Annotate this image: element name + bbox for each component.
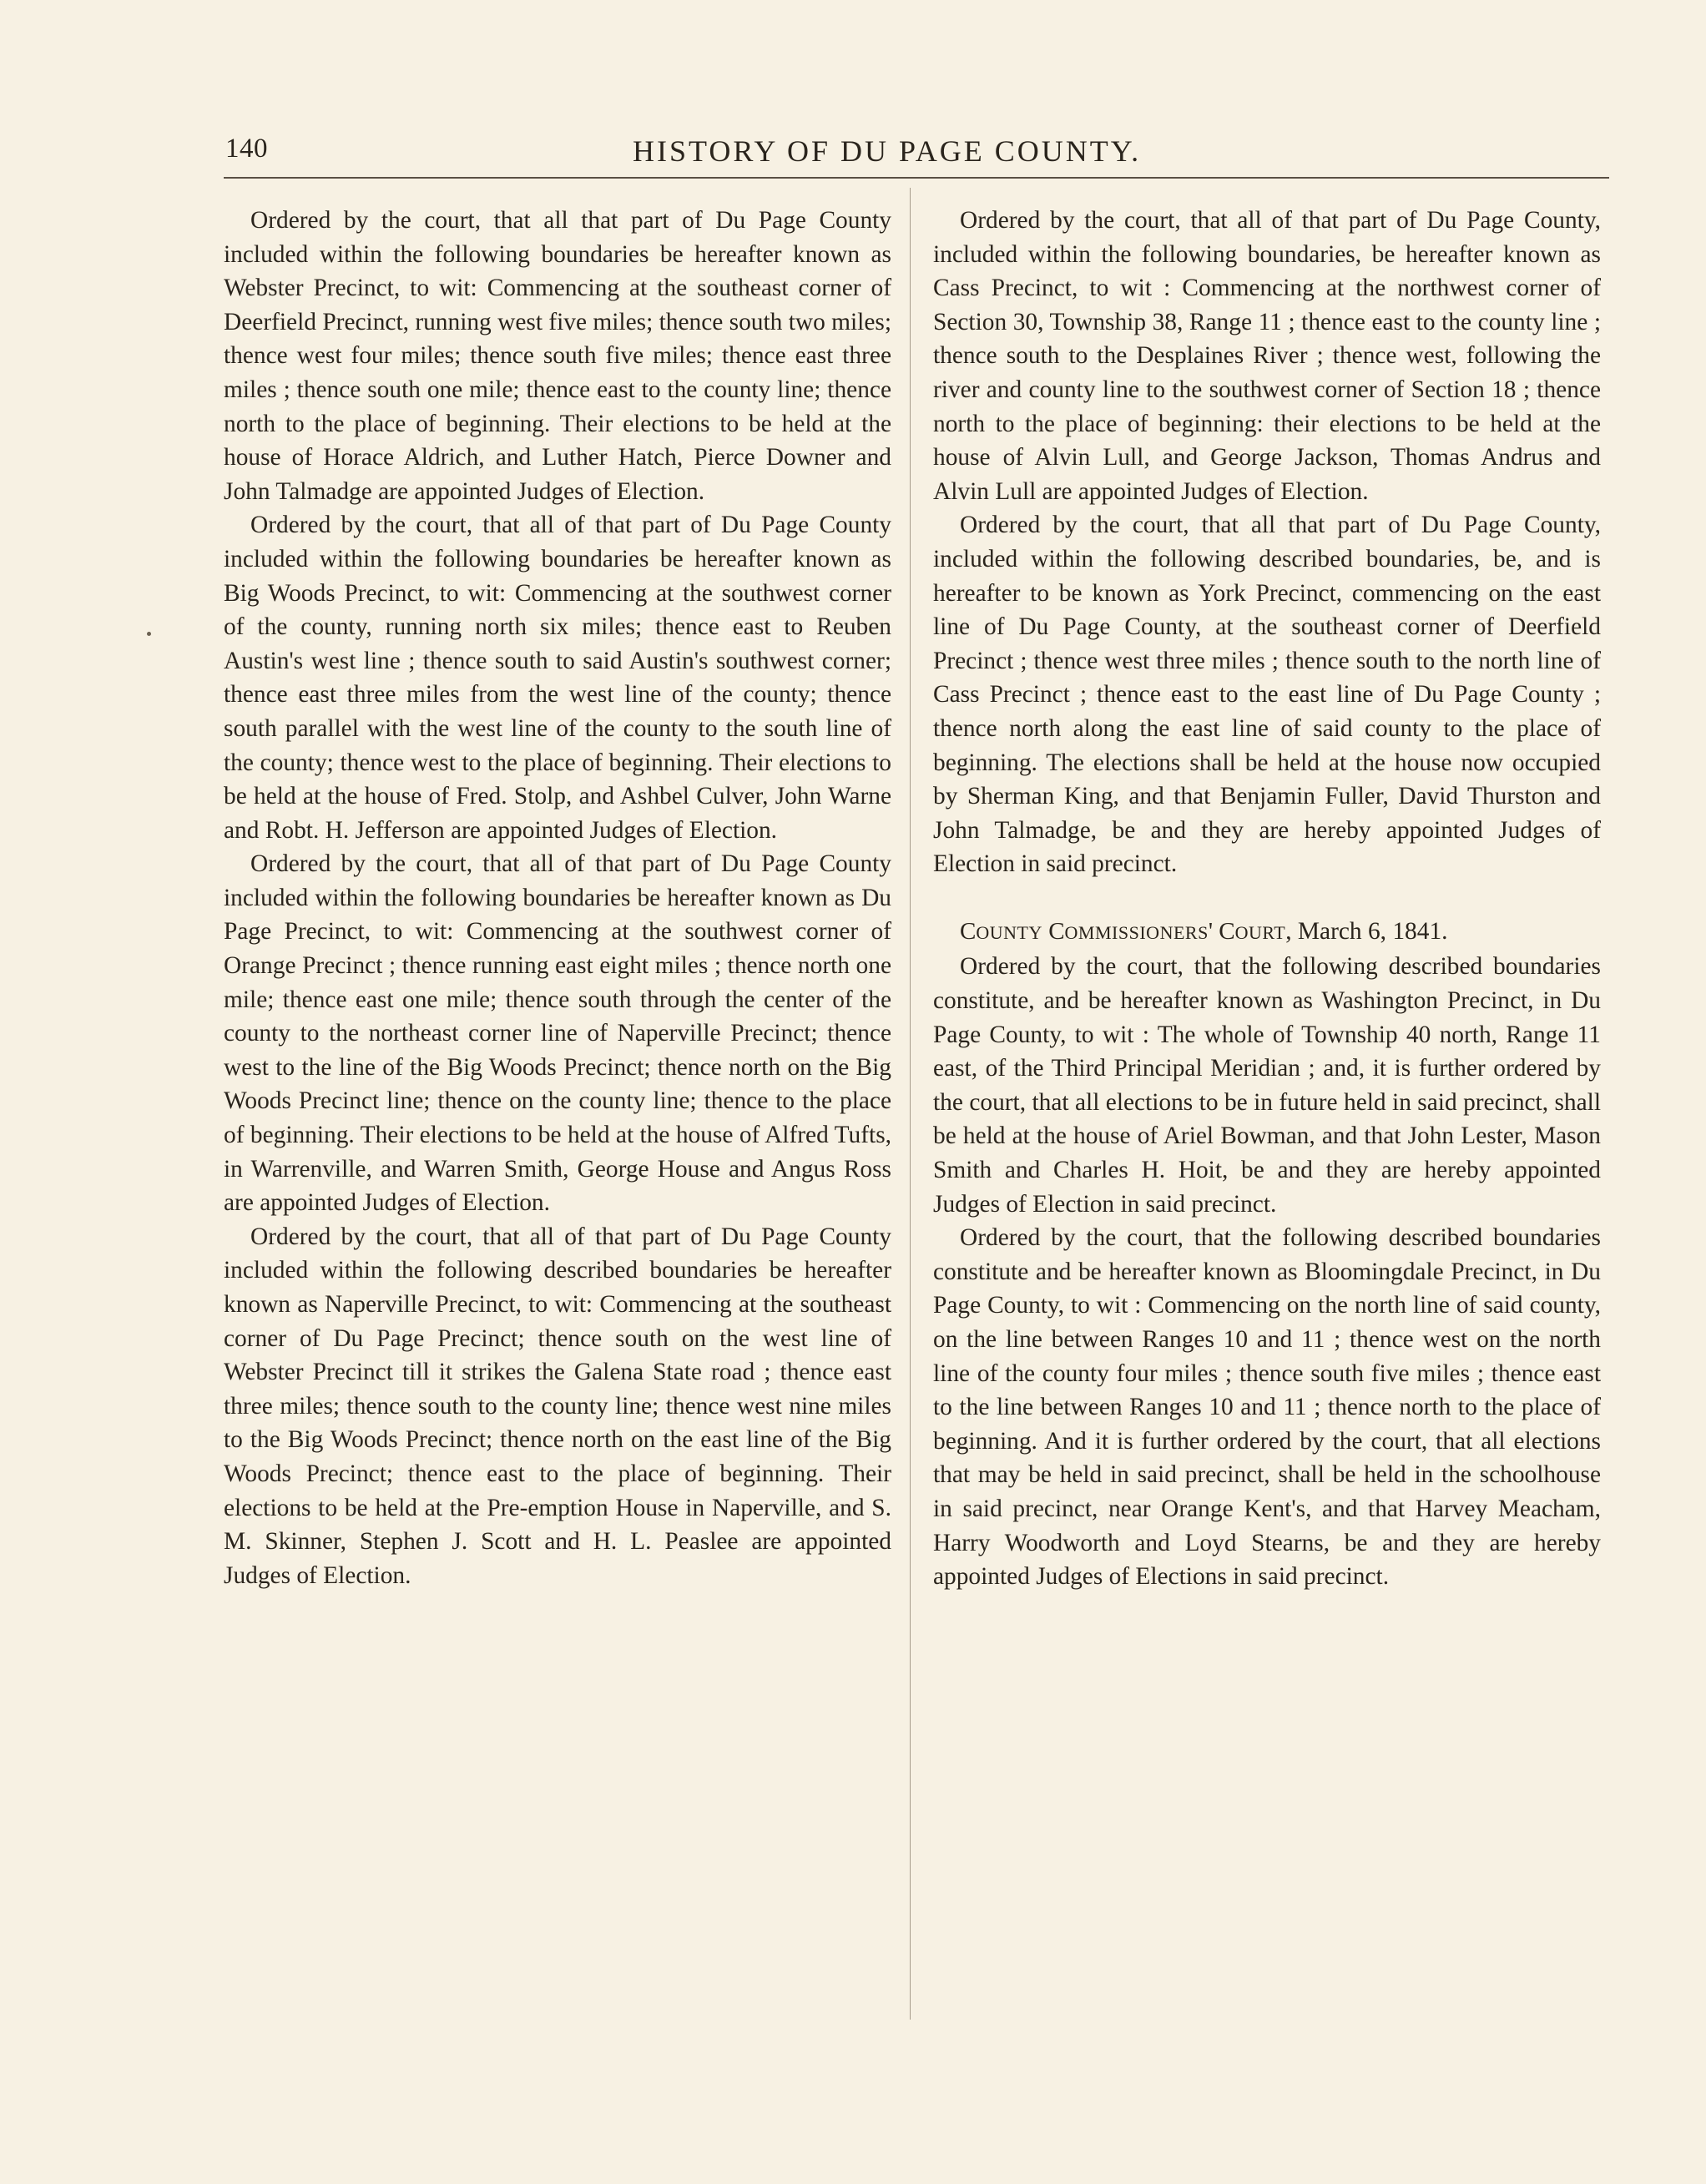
page-number: 140 [225, 134, 268, 164]
header-rule [224, 177, 1609, 179]
paragraph-york-precinct: Ordered by the court, that all that part of Du Page County, included within the following described boundaries, be, and is hereafter to be known as York Precinct, commencing on the east line of Du Page County, at the southeast corner of Deerfield Precinct ; thence west three miles ; thence south to the north line of Cass Precinct ; thence east to the east line of Du Page County ; thence north along the east line of said county to the place of beginning. The elections shall be held at the house now occupied by Sherman King, and that Benjamin Fuller, David Thurston and John Talmadge, be and they are hereby appointed Judges of Election in said precinct. [933, 512, 1601, 878]
ink-speck [147, 632, 151, 636]
paragraph-washington-precinct: Ordered by the court, that the following described boundaries constitute, and be hereafter known as Washington Precinct, in Du Page County, to wit : The whole of Township 40 north, Range 11 east, of the Third Principal Meridian ; and, it is further ordered by the court, that all elections to be in future held in said precinct, shall be held at the house of Ariel Bowman, and that John Lester, Mason Smith and Charles H. Hoit, be and they are hereby appointed Judges of Election in said precinct. [933, 953, 1601, 1218]
paragraph-big-woods-precinct: Ordered by the court, that all of that part of Du Page County included within the following boundaries be hereafter known as Big Woods Precinct, to wit: Commencing at the southwest corner of the county, running north six miles; thence east to Reuben Austin's west line ; thence south to said Austin's southwest corner; thence east three miles from the west line of the county; thence south parallel with the west line of the county to the south line of the county; thence west to the place of beginning. Their elections to be held at the house of Fred. Stolp, and Ashbel Culver, John Warne and Robt. H. Jefferson are appointed Judges of Election. [224, 512, 891, 844]
paragraph-cass-precinct: Ordered by the court, that all of that part of Du Page County, included within the following boundaries, be hereafter known as Cass Precinct, to wit : Commencing at the northwest corner of Section 30, Township 38, Range 11 ; thence east to the county line ; thence south to the Desplaines River ; thence west, following the river and county line to the southwest corner of Section 18 ; thence north to the place of beginning: their elections to be held at the house of Alvin Lull, and George Jackson, Thomas Andrus and Alvin Lull are appointed Judges of Election. [933, 207, 1601, 505]
column-divider [910, 188, 911, 2020]
paragraph-bloomingdale-precinct: Ordered by the court, that the following described boundaries constitute and be hereafter known as Bloomingdale Precinct, in Du Page County, to wit : Commencing on the north line of said county, on the line between Ranges 10 and 11 ; thence west on the north line of the county four miles ; thence south five miles ; thence east to the line between Ranges 10 and 11 ; thence north to the place of beginning. And it is further ordered by the court, that all elections that may be held in said precinct, shall be held in the schoolhouse in said precinct, near Orange Kent's, and that Harvey Meacham, Harry Woodworth and Loyd Stearns, be and they are hereby appointed Judges of Elections in said precinct. [933, 1224, 1601, 1591]
section-heading: COUNTY COMMISSIONERS' COURT, March 6, 1841. [960, 917, 1448, 945]
paragraph-naperville-precinct: Ordered by the court, that all of that part of Du Page County included within the following described boundaries be hereafter known as Naperville Precinct, to wit: Commencing at the southeast corner of Du Page Precinct; thence south on the west line of Webster Precinct till it strikes the Galena State road ; thence east three miles; thence south to the county line; thence west nine miles to the Big Woods Precinct; thence north on the east line of the Big Woods Precinct; thence east to the place of beginning. Their elections to be held at the Pre-emption House in Naperville, and S. M. Skinner, Stephen J. Scott and H. L. Peaslee are appointed Judges of Election. [224, 1223, 891, 1589]
paragraph-webster-precinct: Ordered by the court, that all that part of Du Page County included within the following boundaries be hereafter known as Webster Precinct, to wit: Commencing at the southeast corner of Deerfield Precinct, running west five miles; thence south two miles; thence west four miles; thence south five miles; thence east three miles ; thence south one mile; thence east to the county line; thence north to the place of beginning. Their elections to be held at the house of Horace Aldrich, and Luther Hatch, Pierce Downer and John Talmadge are appointed Judges of Election. [224, 207, 891, 505]
left-column [224, 204, 891, 1592]
paragraph-du-page-precinct: Ordered by the court, that all of that part of Du Page County included within the following boundaries be hereafter known as Du Page Precinct, to wit: Commencing at the southwest corner of Orange Precinct ; thence running east eight miles ; thence north one mile; thence east one mile; thence south through the center of the county to the northeast corner line of Naperville Precinct; thence west to the line of the Big Woods Precinct; thence north on the Big Woods Precinct line; thence on the county line; thence to the place of beginning. Their elections to be held at the house of Alfred Tufts, in Warrenville, and Warren Smith, George House and Angus Ross are appointed Judges of Election. [224, 850, 891, 1217]
right-column [933, 204, 1601, 1594]
running-title: HISTORY OF DU PAGE COUNTY. [633, 134, 1142, 168]
